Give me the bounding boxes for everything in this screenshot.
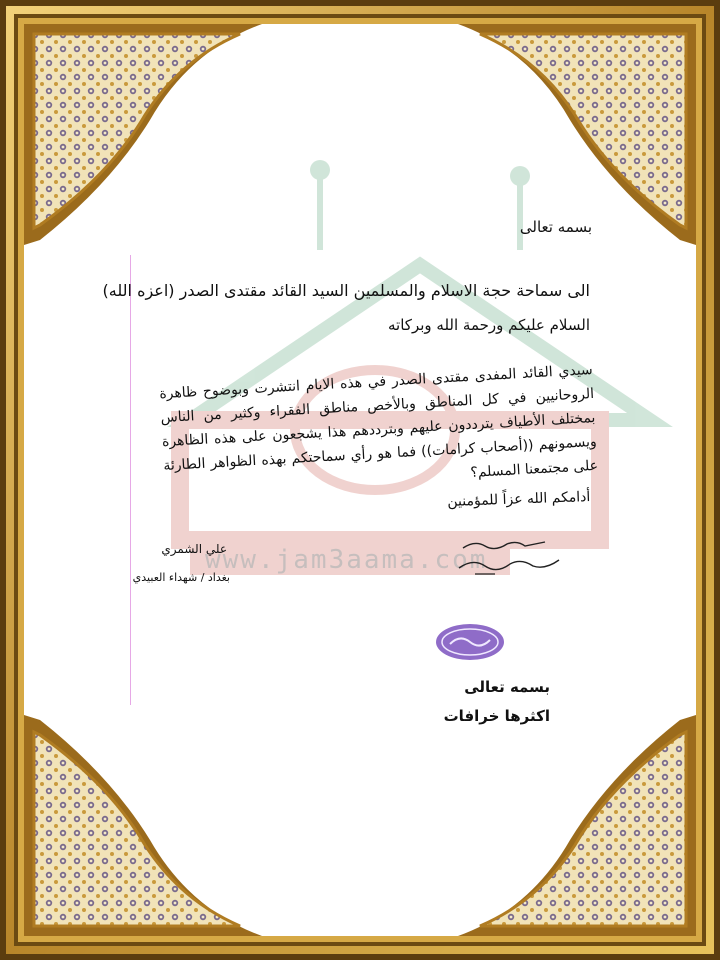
watermark-url: www.jam3aama.com bbox=[205, 545, 488, 575]
reply-invocation: بسمه تعالى bbox=[464, 678, 550, 696]
handwritten-signature bbox=[455, 530, 565, 580]
opening-invocation: بسمه تعالى bbox=[519, 218, 592, 236]
addressee-line: الى سماحة حجة الاسلام والمسلمين السيد القائد مقتدى الصدر (اعزه الله) bbox=[102, 281, 590, 300]
margin-line bbox=[130, 255, 131, 705]
letter-body: سيدي القائد المفدى مقتدى الصدر في هذه الايام انتشرت وبوضوح ظاهرة الروحانيين في كل المناطق وبالأخص مناطق الفقراء وكثير من الناس بمختلف الأطياف يترددون عليهم وبترددهم هذا يشجعون على هذه الظاهرة ويسمونهم ((أصحاب كرامات)) فما هو رأي سماحتكم بهذه الظواهر الطارئة على مجتمعنا المسلم؟ bbox=[158, 361, 599, 481]
official-seal-stamp bbox=[434, 622, 506, 662]
reply-answer: اكثرها خرافات bbox=[443, 707, 550, 725]
sender-location: بغداد / شهداء العبيدي bbox=[132, 571, 230, 584]
greeting-line: السلام عليكم ورحمة الله وبركاته bbox=[388, 316, 590, 334]
closing-line: أدامكم الله عزاً للمؤمنين bbox=[447, 489, 591, 510]
sender-name: علي الشمري bbox=[161, 542, 227, 556]
